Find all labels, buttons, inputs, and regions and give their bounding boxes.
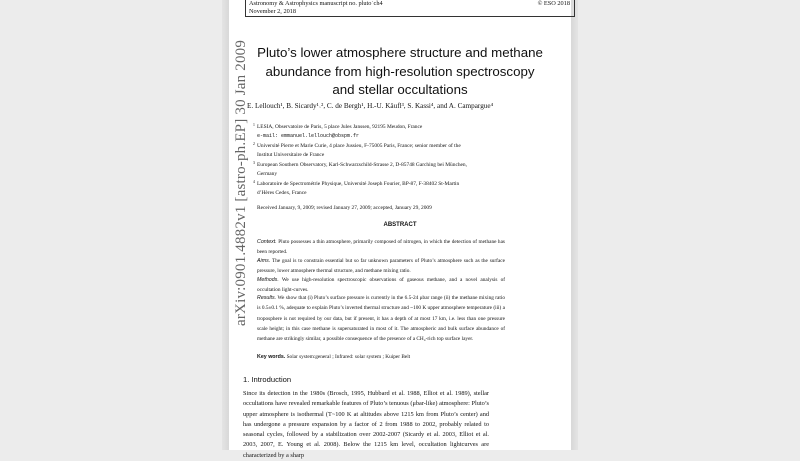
title-line: Pluto’s lower atmosphere structure and methane — [257, 45, 543, 60]
affiliation: 3 European Southern Observatory, Karl-Schwarzschild-Strasse 2, D-85748 Garching bei München, Germany — [253, 161, 467, 178]
keywords-text: Solar system:general ; Infrared: solar system ; Kuiper Belt — [286, 354, 411, 360]
section-heading: 1. Introduction — [243, 375, 292, 384]
keywords — [257, 354, 410, 360]
paper-page — [229, 0, 571, 459]
page-shadow-right — [571, 0, 578, 450]
abstract-heading: ABSTRACT — [383, 222, 417, 228]
abstract-context: Context. Pluto possesses a thin atmosphere, primarily composed of nitrogen, in which the detection of methane has been reported. — [257, 239, 505, 256]
arxiv-stamp[interactable]: arXiv:0901.4882v1 [astro-ph.EP] 30 Jan 2009 — [233, 39, 249, 326]
author-email[interactable]: e-mail: emmanuel.lellouch@obspm.fr — [257, 133, 360, 140]
author-list: E. Lellouch¹, B. Sicardy¹˒², C. de Bergh¹, H.-U. Käufl³, S. Kassi⁴, and A. Campargue⁴ — [247, 102, 494, 110]
manuscript-date: November 2, 2018 — [249, 8, 297, 15]
abstract-methods: Methods. We use high-resolution spectroscopic observations of gaseous methane, and a novel analysis of occultation light-curves. — [257, 277, 505, 294]
paper-title — [229, 44, 571, 100]
title-line: abundance from high-resolution spectroscopy — [265, 63, 535, 79]
abstract-aims: Aims. The goal is to constrain essential but so far unknown parameters of Pluto’s atmosphere such as the surface pressure, lower atmosphere thermal structure, and methane mixing ratio. — [257, 258, 505, 275]
title-line: and stellar occultations — [332, 82, 468, 97]
page-shadow-left — [222, 0, 229, 450]
abstract-results: Results. We show that (i) Pluto’s surface pressure is currently in the 6.5-24 μbar range (ii) the methane mixing ratio is 0.5±0.1 %, adequate to explain Pluto’s inverted thermal structure and ~100 K upper atmosphere temperature (iii) a troposphere is not required by our data, but if present, it has a depth of at most 17 km, i.e. less than one pressure scale height; in this case methane is supersaturated in most of it. The atmospheric and bulk surface abundance of methane are strikingly similar, a possible consequence of the presence of a CH₄-rich top surface layer. — [257, 295, 505, 343]
affiliation: 4 Laboratoire de Spectrométrie Physique, Université Joseph Fourier, BP-87, F-38402 St-Martin d’Hères Cedex, France — [253, 180, 460, 197]
intro-paragraph: Since its detection in the 1980s (Brosch, 1995, Hubbard et al. 1988, Elliot et al. 1989), stellar occultations have revealed remarkable features of Pluto’s tenuous (μbar-like) atmosphere: Pluto’s upper atmosphere is isothermal (T~100 K at altitudes above 1215 km from Pluto’s center) and has undergone a pressure expansion by a factor of 2 from 1988 to 2002, probably related to seasonal cycles, followed by a stabilization over 2002-2007 (Sicardy et al. 2003, Elliot et al. 2003, 2007, E. Young et al. 2008). Below the 1215 km level, occultation lightcurves are characterized by a sharp — [243, 390, 489, 459]
keywords-label: Key words. — [257, 354, 286, 360]
running-header — [245, 0, 575, 17]
copyright: © ESO 2018 — [537, 0, 570, 7]
affiliation: 1 LESIA, Observatoire de Paris, 5 place Jules Janssen, 92195 Meudon, France e-mail: emmanuel.lellouch@obspm.fr — [257, 123, 557, 142]
received-dates: Received January, 9, 2009; revised January 27, 2009; accepted, January 29, 2009 — [257, 205, 432, 211]
journal-line: Astronomy & Astrophysics manuscript no. pluto˙ch4 — [249, 0, 383, 7]
affiliation: 2 Université Pierre et Marie Curie, 4 place Jussieu, F-75005 Paris, France; senior member of the Institut Universitaire de France — [253, 142, 461, 159]
